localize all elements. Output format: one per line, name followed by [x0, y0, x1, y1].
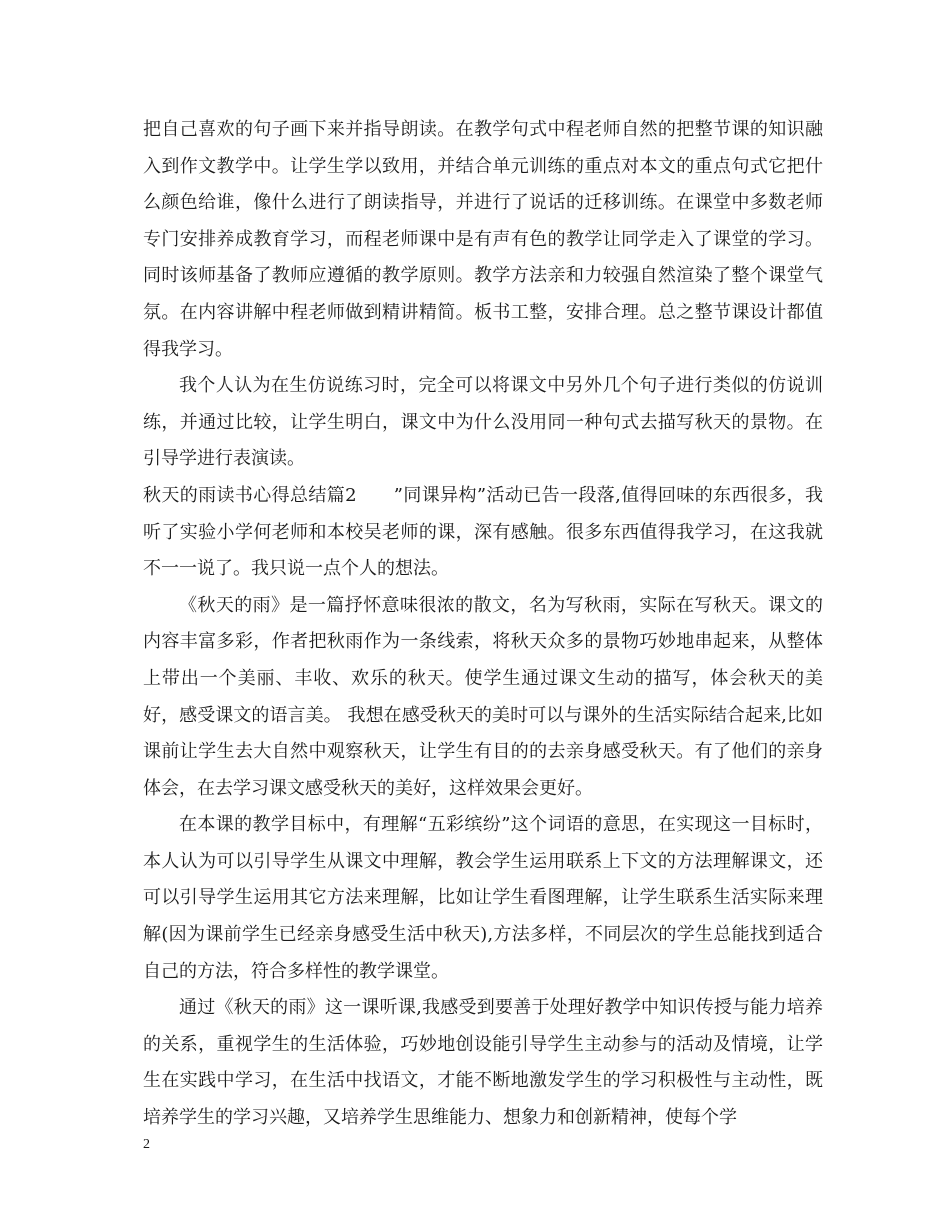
- paragraph-4: 《秋天的雨》是一篇抒怀意味很浓的散文，名为写秋雨，实际在写秋天。课文的内容丰富多彩，作者把秋雨作为一条线索，将秋天众多的景物巧妙地串起来，从整体上带出一个美丽、丰收、欢乐的秋天。使学生通过课文生动的描写，体会秋天的美好，感受课文的语言美。 我想在感受秋天的美时可以与课外的生活实际结合起来,比如课前让学生去大自然中观察秋天，让学生有目的的去亲身感受秋天。有了他们的亲身体会，在去学习课文感受秋天的美好，这样效果会更好。: [143, 594, 823, 799]
- paragraph-5: 在本课的教学目标中，有理解“五彩缤纷”这个词语的意思，在实现这一目标时，本人认为可以引导学生从课文中理解，教会学生运用联系上下文的方法理解课文，还可以引导学生运用其它方法来理解，比如让学生看图理解，让学生联系生活实际来理解(因为课前学生已经亲身感受生活中秋天),方法多样，不同层次的学生总能找到适合自己的方法，符合多样性的教学课堂。: [143, 814, 823, 982]
- paragraph-2: 我个人认为在生仿说练习时，完全可以将课文中另外几个句子进行类似的仿说训练，并通过比较，让学生明白，课文中为什么没用同一种句式去描写秋天的景物。在引导学进行表演读。: [143, 375, 823, 470]
- paragraph-1: 把自己喜欢的句子画下来并指导朗读。在教学句式中程老师自然的把整节课的知识融入到作文教学中。让学生学以致用，并结合单元训练的重点对本文的重点句式它把什么颜色给谁，像什么进行了朗读指导，并进行了说话的迁移训练。在课堂中多数老师专门安排养成教育学习，而程老师课中是有声有色的教学让同学走入了课堂的学习。同时该师基备了教师应遵循的教学原则。教学方法亲和力较强自然渲染了整个课堂气氛。在内容讲解中程老师做到精讲精简。板书工整，安排合理。总之整节课设计都值得我学习。: [143, 119, 823, 360]
- document-body: [143, 112, 823, 1137]
- paragraph-6: 通过《秋天的雨》这一课听课,我感受到要善于处理好教学中知识传授与能力培养的关系，重视学生的生活体验，巧妙地创设能引导学生主动参与的活动及情境，让学生在实践中学习，在生活中找语文，才能不断地激发学生的学习积极性与主动性，既培养学生的学习兴趣，又培养学生思维能力、想象力和创新精神，使每个学: [143, 997, 823, 1129]
- page-number: 2: [143, 1137, 150, 1152]
- paragraph-3-section-heading: 秋天的雨读书心得总结篇2 ”同课异构”活动已告一段落,值得回味的东西很多，我听了实验小学何老师和本校吴老师的课，深有感触。很多东西值得我学习，在这我就不一一说了。我只说一点个人的想法。: [143, 484, 823, 580]
